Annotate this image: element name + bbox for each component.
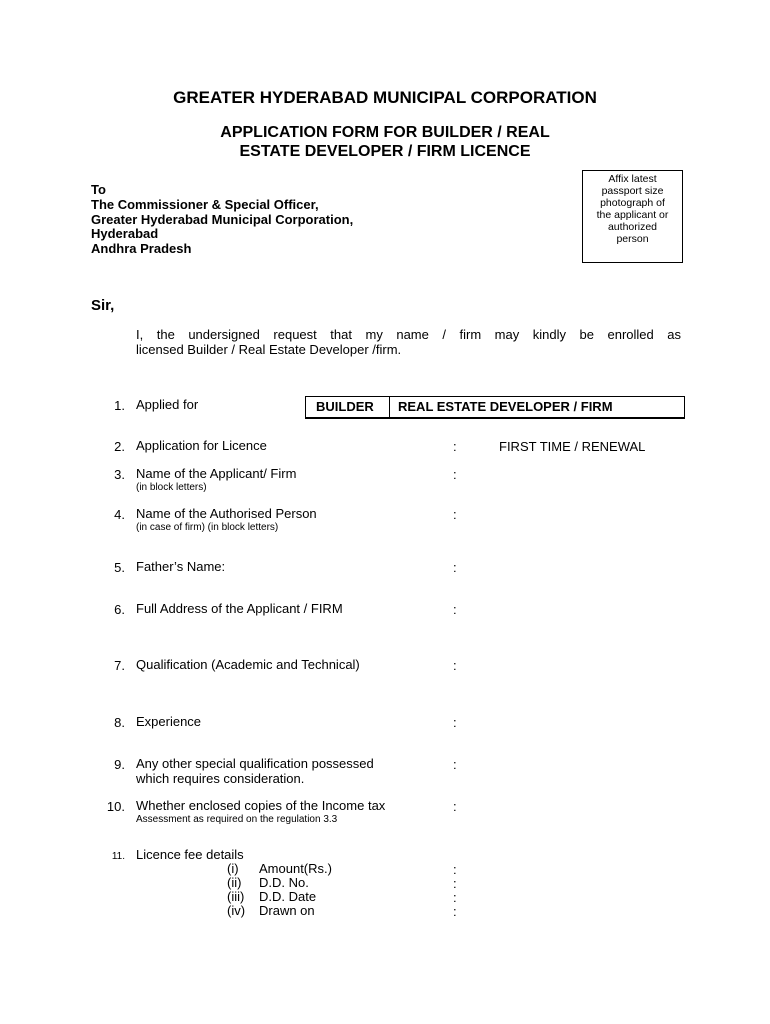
colon: :: [453, 467, 457, 482]
corporation-title: GREATER HYDERABAD MUNICIPAL CORPORATION: [173, 88, 597, 107]
address-line1: The Commissioner & Special Officer,: [91, 196, 319, 212]
photo-text-6: person: [616, 233, 649, 245]
colon: :: [453, 904, 457, 919]
photo-text-2: passport size: [601, 185, 664, 197]
authorised-person-label: [136, 507, 317, 534]
first-time-renewal-option[interactable]: FIRST TIME / RENEWAL: [499, 439, 646, 454]
special-qualification-label: [136, 757, 374, 786]
photo-text-4: the applicant or: [596, 209, 669, 221]
special-qualification-line2: which requires consideration.: [136, 770, 305, 786]
form-title-line1: APPLICATION FORM FOR BUILDER / REAL: [220, 124, 550, 141]
qualification-label: Qualification (Academic and Technical): [136, 657, 360, 672]
colon: :: [453, 507, 457, 522]
applicant-name-text: Name of the Applicant/ Firm: [136, 466, 297, 481]
form-title: [0, 123, 770, 161]
address-line2: Greater Hyderabad Municipal Corporation,: [91, 211, 354, 227]
item-number: 9.: [114, 757, 125, 772]
address-line3: Hyderabad: [91, 226, 159, 242]
salutation: Sir,: [91, 297, 115, 314]
colon: :: [453, 658, 457, 673]
fee-roman-3: (iii): [227, 889, 245, 904]
recipient-address: [91, 183, 353, 257]
applied-for-label: Applied for: [136, 397, 199, 412]
fee-roman-1: (i): [227, 861, 239, 876]
photo-text-1: Affix latest: [608, 173, 657, 185]
address-to: To: [91, 182, 106, 197]
item-number: 11.: [111, 851, 125, 862]
option-real-estate-developer[interactable]: REAL ESTATE DEVELOPER / FIRM: [398, 399, 613, 414]
item-number: 3.: [114, 467, 125, 482]
photo-box[interactable]: [582, 170, 683, 263]
item-number: 5.: [114, 560, 125, 575]
income-tax-label: [136, 799, 385, 826]
colon: :: [453, 890, 457, 905]
fee-dd-date-label: D.D. Date: [259, 889, 317, 904]
fee-roman-4: (iv): [227, 903, 246, 918]
full-address-label: Full Address of the Applicant / FIRM: [136, 601, 343, 616]
colon: :: [453, 757, 457, 772]
option-builder[interactable]: BUILDER: [306, 397, 390, 417]
colon: :: [453, 715, 457, 730]
colon: :: [453, 862, 457, 877]
applicant-name-hint: (in block letters): [136, 481, 207, 493]
fee-amount-label: Amount(Rs.): [259, 861, 332, 876]
fee-drawn-on-label: Drawn on: [259, 903, 315, 918]
photo-text-5: authorized: [607, 221, 658, 233]
authorised-person-hint: (in case of firm) (in block letters): [136, 521, 279, 533]
form-title-line2: ESTATE DEVELOPER / FIRM LICENCE: [239, 143, 531, 160]
applicant-name-label: [136, 467, 296, 494]
item-number: 1.: [114, 398, 125, 413]
item-number: 4.: [114, 507, 125, 522]
colon: :: [453, 799, 457, 814]
fathers-name-label: Father’s Name:: [136, 559, 226, 574]
item-number: 6.: [114, 602, 125, 617]
experience-label: Experience: [136, 714, 202, 729]
request-line2: licensed Builder / Real Estate Developer /firm.: [136, 342, 402, 357]
fee-roman-2: (ii): [227, 875, 242, 890]
special-qualification-line1: Any other special qualification possessed: [136, 756, 374, 771]
photo-text-3: photograph of: [600, 197, 665, 209]
income-tax-text: Whether enclosed copies of the Income tax: [136, 798, 386, 813]
income-tax-hint: Assessment as required on the regulation 3.3: [136, 813, 338, 825]
applied-for-options: [305, 396, 685, 419]
application-for-licence-label: Application for Licence: [136, 438, 267, 453]
address-line4: Andhra Pradesh: [91, 241, 192, 257]
request-paragraph: [136, 327, 681, 357]
fee-dd-no-label: D.D. No.: [259, 875, 309, 890]
authorised-person-text: Name of the Authorised Person: [136, 506, 317, 521]
request-line1: I, the undersigned request that my name / firm may kindly be enrolled as: [136, 327, 681, 342]
colon: :: [453, 602, 457, 617]
item-number: 8.: [114, 715, 125, 730]
item-number: 10.: [106, 799, 125, 814]
licence-fee-label: Licence fee details: [136, 847, 244, 862]
colon: :: [453, 876, 457, 891]
colon: :: [453, 560, 457, 575]
item-number: 7.: [114, 658, 125, 673]
colon: :: [453, 439, 457, 454]
item-number: 2.: [114, 439, 125, 454]
